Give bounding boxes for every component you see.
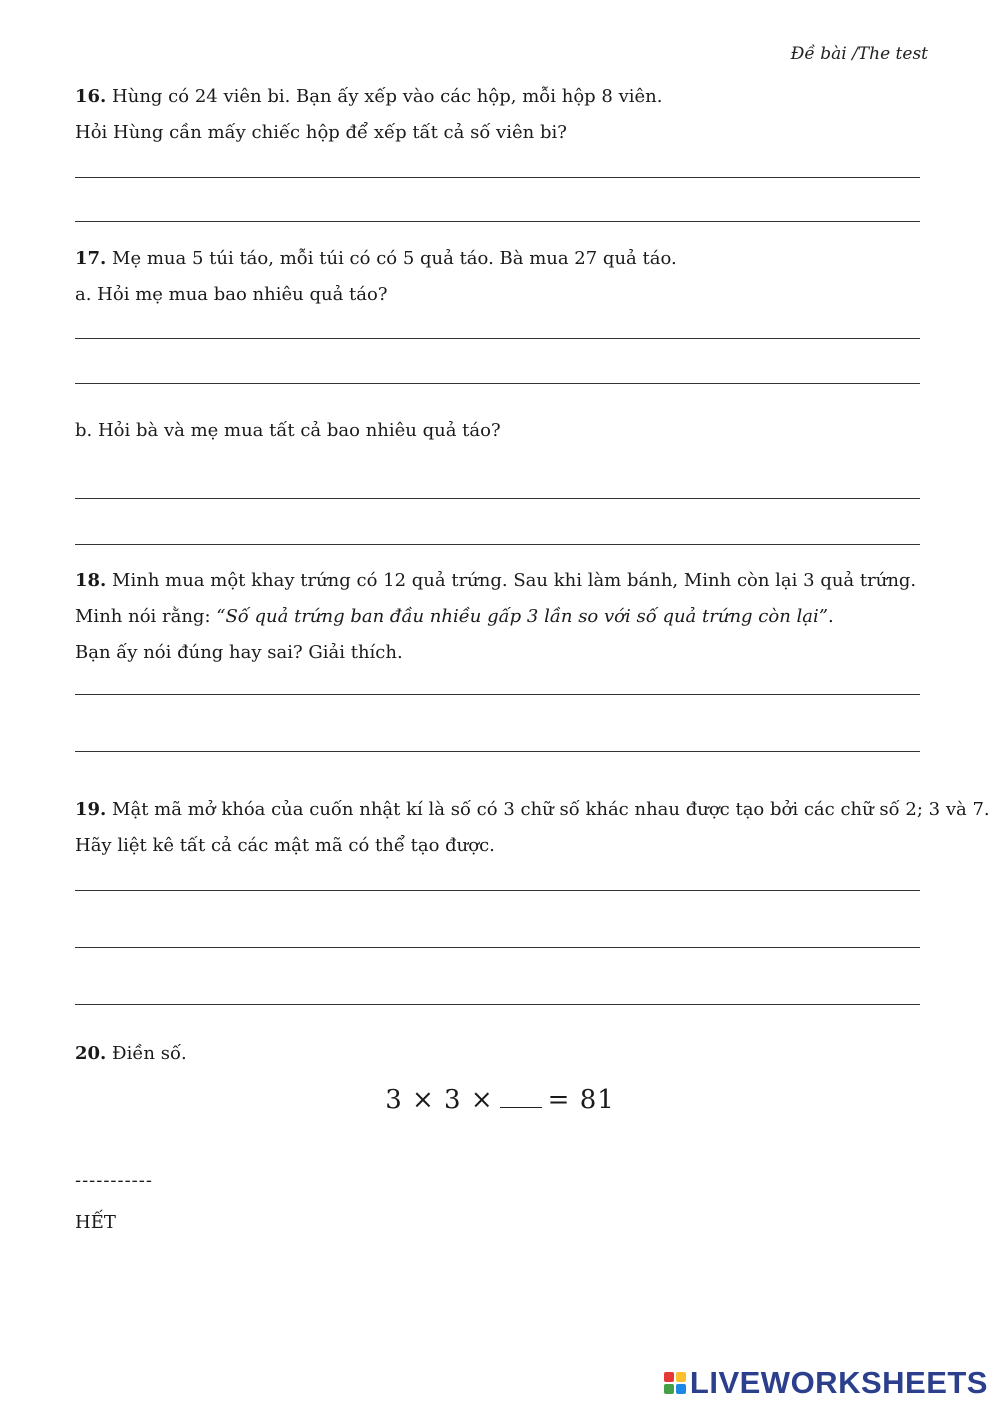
question-number: 20. <box>75 1043 107 1064</box>
answer-line[interactable] <box>75 383 920 384</box>
logo-mark-icon <box>664 1372 686 1394</box>
question-text: Hỏi Hùng cần mấy chiếc hộp để xếp tất cả số viên bi? <box>75 122 567 143</box>
answer-line[interactable] <box>75 338 920 339</box>
question-17 <box>75 241 925 313</box>
liveworksheets-logo <box>664 1365 988 1401</box>
answer-line[interactable] <box>75 890 920 891</box>
equation-blank-input[interactable] <box>500 1087 542 1108</box>
equation <box>0 1085 1000 1115</box>
question-text: Hãy liệt kê tất cả các mật mã có thể tạo được. <box>75 835 495 856</box>
question-16 <box>75 79 925 151</box>
question-19 <box>75 792 990 864</box>
answer-line[interactable] <box>75 751 920 752</box>
logo-text: LIVEWORKSHEETS <box>689 1365 988 1400</box>
logo-square <box>676 1372 686 1382</box>
document-header: Đề bài /The test <box>790 44 928 64</box>
question-number: 18. <box>75 570 107 591</box>
question-text: Minh mua một khay trứng có 12 quả trứng. Sau khi làm bánh, Minh còn lại 3 quả trứng. <box>106 570 917 591</box>
answer-line[interactable] <box>75 177 920 178</box>
equation-right: = 81 <box>547 1085 615 1115</box>
answer-line[interactable] <box>75 947 920 948</box>
question-18 <box>75 563 925 671</box>
question-number: 17. <box>75 248 107 269</box>
question-part-a: a. Hỏi mẹ mua bao nhiêu quả táo? <box>75 284 388 305</box>
question-text: Bạn ấy nói đúng hay sai? Giải thích. <box>75 642 403 663</box>
logo-square <box>664 1384 674 1394</box>
question-text: Mẹ mua 5 túi táo, mỗi túi có có 5 quả táo. Bà mua 27 quả táo. <box>106 248 677 269</box>
question-text: Điền số. <box>106 1043 187 1064</box>
question-17-part-b <box>75 413 925 449</box>
end-separator: ----------- <box>75 1170 153 1191</box>
question-text: Minh nói rằng: <box>75 606 217 627</box>
question-number: 16. <box>75 86 107 107</box>
logo-square <box>676 1384 686 1394</box>
question-number: 19. <box>75 799 107 820</box>
question-part-b: b. Hỏi bà và mẹ mua tất cả bao nhiêu quả táo? <box>75 420 501 441</box>
answer-line[interactable] <box>75 544 920 545</box>
logo-square <box>664 1372 674 1382</box>
answer-line[interactable] <box>75 221 920 222</box>
end-label: HẾT <box>75 1212 116 1233</box>
question-20 <box>75 1036 925 1072</box>
quoted-statement: “Số quả trứng ban đầu nhiều gấp 3 lần so với số quả trứng còn lại” <box>216 606 828 627</box>
answer-line[interactable] <box>75 498 920 499</box>
equation-left: 3 × 3 × <box>385 1085 494 1115</box>
question-text: . <box>827 606 834 627</box>
answer-line[interactable] <box>75 1004 920 1005</box>
question-text: Hùng có 24 viên bi. Bạn ấy xếp vào các hộp, mỗi hộp 8 viên. <box>106 86 663 107</box>
question-text: Mật mã mở khóa của cuốn nhật kí là số có 3 chữ số khác nhau được tạo bởi các chữ số 2; 3 và 7. <box>106 799 990 820</box>
answer-line[interactable] <box>75 694 920 695</box>
